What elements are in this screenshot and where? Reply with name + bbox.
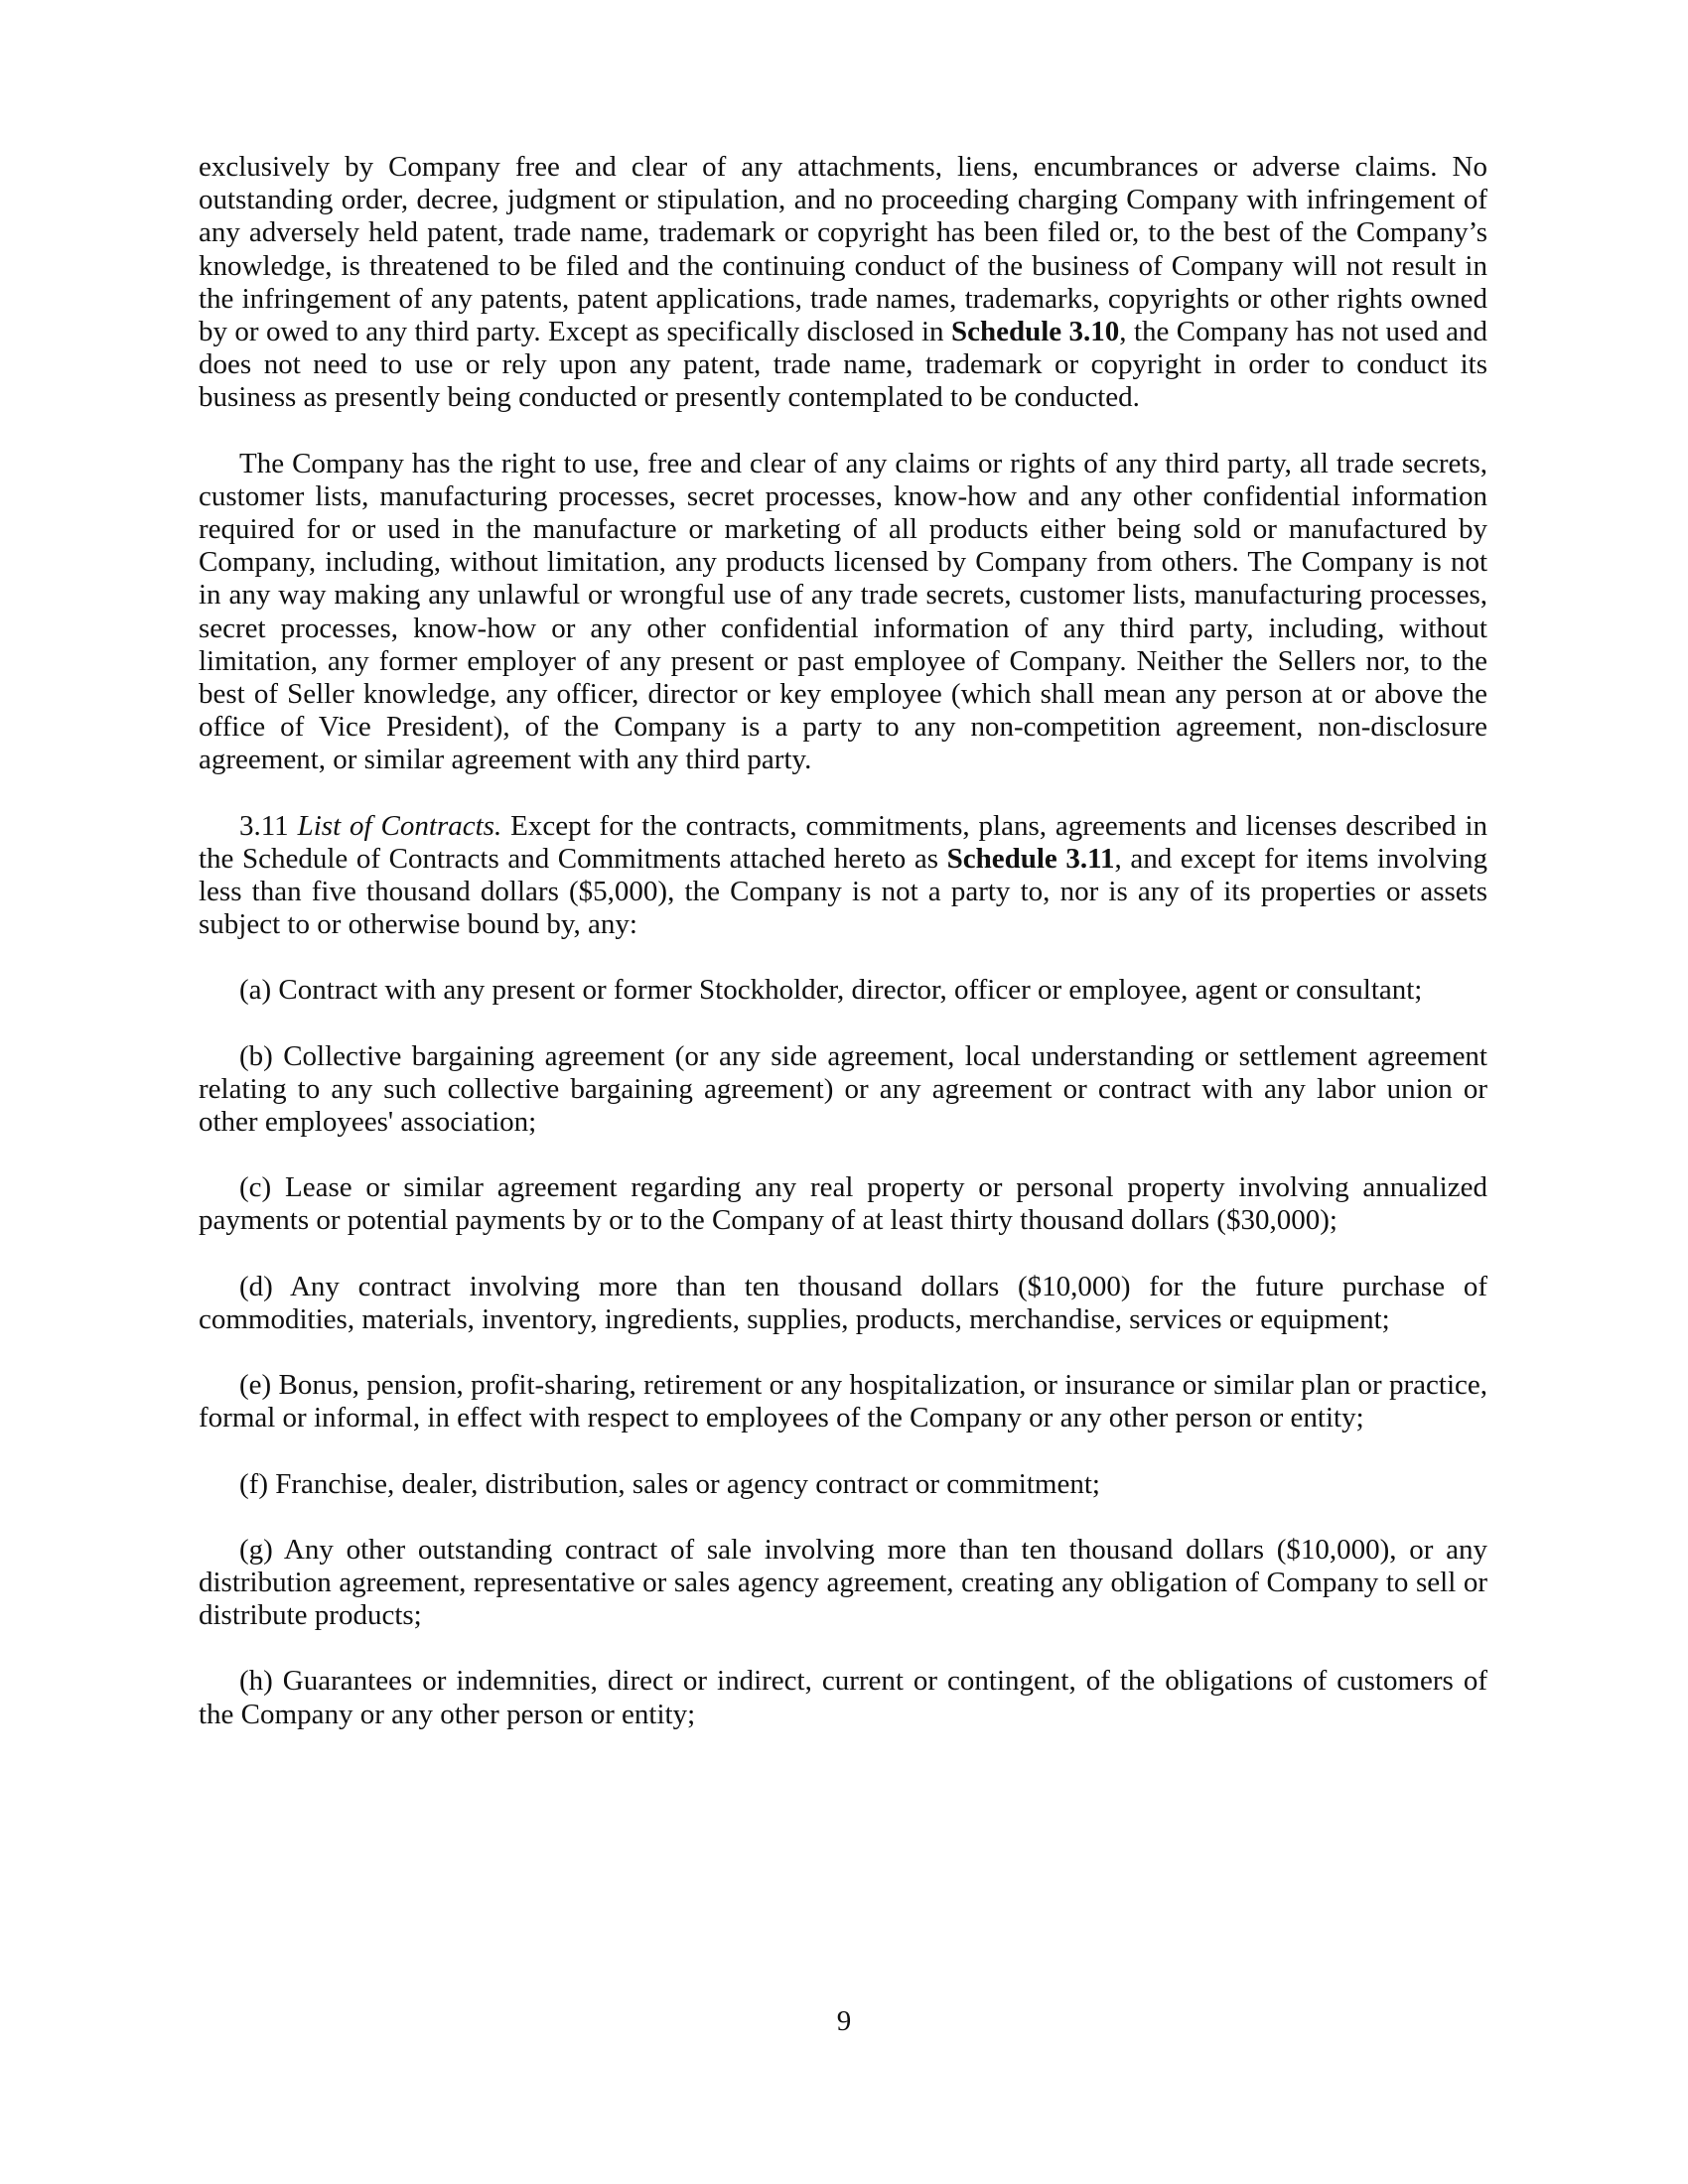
list-item-d: (d) Any contract involving more than ten thousand dollars ($10,000) for the future purchase of commodities, materials, inventory, ingredients, supplies, products, merchandise, services or equipment; <box>199 1270 1487 1335</box>
document-page <box>199 151 1487 1764</box>
list-item-e: (e) Bonus, pension, profit-sharing, retirement or any hospitalization, or insurance or similar plan or practice, formal or informal, in effect with respect to employees of the Company or any other person or entity; <box>199 1369 1487 1434</box>
section-number: 3.11 <box>239 809 298 842</box>
list-item-g: (g) Any other outstanding contract of sale involving more than ten thousand dollars ($10,000), or any distribution agreement, representative or sales agency agreement, creating any obligation of Company to sell or distribute products; <box>199 1533 1487 1632</box>
section-title: List of Contracts. <box>297 809 502 842</box>
paragraph-text: exclusively by Company free and clear of any attachments, liens, encumbrances or adverse claims. No outstanding order, decree, judgment or stipulation, and no proceeding charging Company with infringement of any adversely held patent, trade name, trademark or copyright has been filed or, to the best of the Company’s knowledge, is threatened to be filed and the continuing conduct of the business of Company will not result in the infringement of any patents, patent applications, trade names, trademarks, copyrights or other rights owned by or owed to any third party. Except as specifically disclosed in <box>199 151 1487 348</box>
section-3-11 <box>199 810 1487 942</box>
schedule-reference: Schedule 3.11 <box>946 842 1115 875</box>
list-item-f: (f) Franchise, dealer, distribution, sales or agency contract or commitment; <box>239 1467 1100 1500</box>
paragraph-text: , the Company has not used and does not need to use or rely upon any patent, trade name, trademark or copyright in order to conduct its business as presently being conducted or presently contemplated to be conducted. <box>199 316 1487 414</box>
paragraph-trade-secrets: The Company has the right to use, free and clear of any claims or rights of any third party, all trade secrets, customer lists, manufacturing processes, secret processes, know-how and any other confidential information required for or used in the manufacture or marketing of all products either being sold or manufactured by Company, including, without limitation, any products licensed by Company from others. The Company is not in any way making any unlawful or wrongful use of any trade secrets, customer lists, manufacturing processes, secret processes, know-how or any other confidential information of any third party, including, without limitation, any former employer of any present or past employee of Company. Neither the Sellers nor, to the best of Seller knowledge, any officer, director or key employee (which shall mean any person at or above the office of Vice President), of the Company is a party to any non-competition agreement, non-disclosure agreement, or similar agreement with any third party. <box>199 447 1487 776</box>
list-item-h: (h) Guarantees or indemnities, direct or indirect, current or contingent, of the obligations of customers of the Company or any other person or entity; <box>199 1665 1487 1730</box>
paragraph-text: Except for the contracts, commitments, plans, agreements and licenses described in the Schedule of Contracts and Commitments attached hereto as <box>199 809 1487 875</box>
list-item-c: (c) Lease or similar agreement regarding any real property or personal property involving annualized payments or potential payments by or to the Company of at least thirty thousand dollars ($30,000); <box>199 1171 1487 1237</box>
paragraph-ip-claims <box>199 151 1487 415</box>
schedule-reference: Schedule 3.10 <box>950 316 1120 348</box>
paragraph-text: , and except for items involving less than five thousand dollars ($5,000), the Company is not a party to, nor is any of its properties or assets subject to or otherwise bound by, any: <box>199 842 1487 941</box>
list-item-b: (b) Collective bargaining agreement (or any side agreement, local understanding or settlement agreement relating to any such collective bargaining agreement) or any agreement or contract with any labor union or other employees' association; <box>199 1039 1487 1139</box>
list-item-a: (a) Contract with any present or former Stockholder, director, officer or employee, agent or consultant; <box>239 974 1423 1007</box>
page-number: 9 <box>836 2005 852 2037</box>
